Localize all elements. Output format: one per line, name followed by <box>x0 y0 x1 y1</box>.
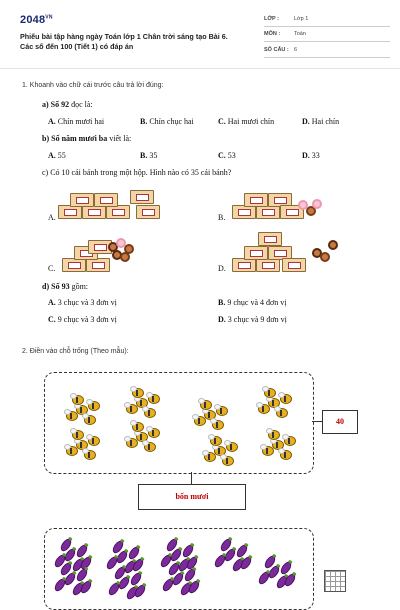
question-1d-prompt: d) Số 93 gồm: <box>42 282 89 291</box>
option-1a-b[interactable]: B. Chín chục hai <box>140 117 194 126</box>
bee <box>66 446 78 456</box>
question-1c-prompt: c) Có 10 cái bánh trong một hộp. Hình nào có 35 cái bánh? <box>42 168 232 177</box>
bee <box>72 430 84 440</box>
donut <box>312 199 322 209</box>
donut <box>120 252 130 262</box>
cake-box <box>244 246 268 260</box>
bee <box>132 422 144 432</box>
bee <box>262 446 274 456</box>
meta-class: LỚP : Lớp 1 <box>264 16 390 27</box>
answer-grid[interactable] <box>324 570 346 592</box>
document-title: Phiếu bài tập hàng ngày Toán lớp 1 Chân trời sáng tạo Bài 6. Các số đến 100 (Tiết 1) có đáp án <box>20 32 228 51</box>
cake-box <box>244 193 268 207</box>
option-1d-a[interactable]: A. 3 chục và 3 đơn vị <box>48 298 117 307</box>
document-header <box>10 6 390 66</box>
option-1c-b-label[interactable]: B. <box>218 213 226 222</box>
meta-subject: MÔN : Toán <box>264 31 390 42</box>
cake-box <box>62 258 86 272</box>
cake-box <box>256 258 280 272</box>
bee <box>200 400 212 410</box>
option-1d-c[interactable]: C. 9 chục và 3 đơn vị <box>48 315 117 324</box>
cake-box <box>58 205 82 219</box>
option-1c-c-label[interactable]: C. <box>48 264 56 273</box>
bee <box>268 430 280 440</box>
cake-box <box>232 205 256 219</box>
cake-box <box>232 258 256 272</box>
cake-box <box>86 258 110 272</box>
cake-box <box>94 193 118 207</box>
sample-number: 40 <box>336 417 344 426</box>
connector-line <box>191 472 192 484</box>
option-1b-d[interactable]: D. 33 <box>302 151 320 160</box>
bee <box>284 436 296 446</box>
cake-box <box>130 190 154 204</box>
bee <box>88 401 100 411</box>
words-box-sample <box>138 484 246 510</box>
bee <box>280 450 292 460</box>
cake-box <box>136 205 160 219</box>
bee <box>144 408 156 418</box>
connector-line <box>312 421 322 422</box>
number-box-sample <box>322 410 358 434</box>
bee <box>226 442 238 452</box>
question-2-title: 2. Điền vào chỗ trống (Theo mẫu): <box>22 348 129 355</box>
option-1b-c[interactable]: C. 53 <box>218 151 236 160</box>
option-1d-b[interactable]: B. 9 chục và 4 đơn vị <box>218 298 287 307</box>
bee <box>148 428 160 438</box>
bee <box>132 388 144 398</box>
option-1c-a-label[interactable]: A. <box>48 213 56 222</box>
option-1a-a[interactable]: A. Chín mươi hai <box>48 117 105 126</box>
bee <box>144 442 156 452</box>
bee <box>72 395 84 405</box>
bee <box>216 406 228 416</box>
question-1b-prompt: b) Số năm mươi ba viết là: <box>42 134 132 143</box>
cake-box <box>282 258 306 272</box>
option-1a-c[interactable]: C. Hai mươi chín <box>218 117 275 126</box>
option-1b-b[interactable]: B. 35 <box>140 151 158 160</box>
donut <box>328 240 338 250</box>
option-1d-d[interactable]: D. 3 chục và 9 đơn vị <box>218 315 287 324</box>
meta-question-count: SỐ CÂU : 6 <box>264 47 390 58</box>
bee <box>194 416 206 426</box>
bee <box>258 404 270 414</box>
bee <box>204 452 216 462</box>
header-divider <box>0 68 400 69</box>
option-1a-d[interactable]: D. Hai chín <box>302 117 340 126</box>
bee <box>264 388 276 398</box>
bee <box>66 411 78 421</box>
sample-words: bốn mươi <box>175 492 209 501</box>
bee <box>222 456 234 466</box>
bee <box>84 415 96 425</box>
bee <box>126 438 138 448</box>
bee <box>84 450 96 460</box>
donut <box>320 252 330 262</box>
option-1b-a[interactable]: A. 55 <box>48 151 66 160</box>
site-logo[interactable]: $2048^{VN}$ <box>20 14 53 26</box>
bee <box>210 436 222 446</box>
question-1a-prompt: a) Số 92 đọc là: <box>42 100 93 109</box>
bee <box>212 420 224 430</box>
cake-box <box>106 205 130 219</box>
bee <box>148 394 160 404</box>
cake-box <box>258 232 282 246</box>
cake-box <box>256 205 280 219</box>
bee <box>280 394 292 404</box>
cake-box <box>82 205 106 219</box>
cake-box <box>70 193 94 207</box>
bee <box>88 436 100 446</box>
option-1c-d-label[interactable]: D. <box>218 264 226 273</box>
question-1-title: 1. Khoanh vào chữ cái trước câu trả lời đúng: <box>22 82 164 89</box>
bee <box>276 408 288 418</box>
bee <box>126 404 138 414</box>
